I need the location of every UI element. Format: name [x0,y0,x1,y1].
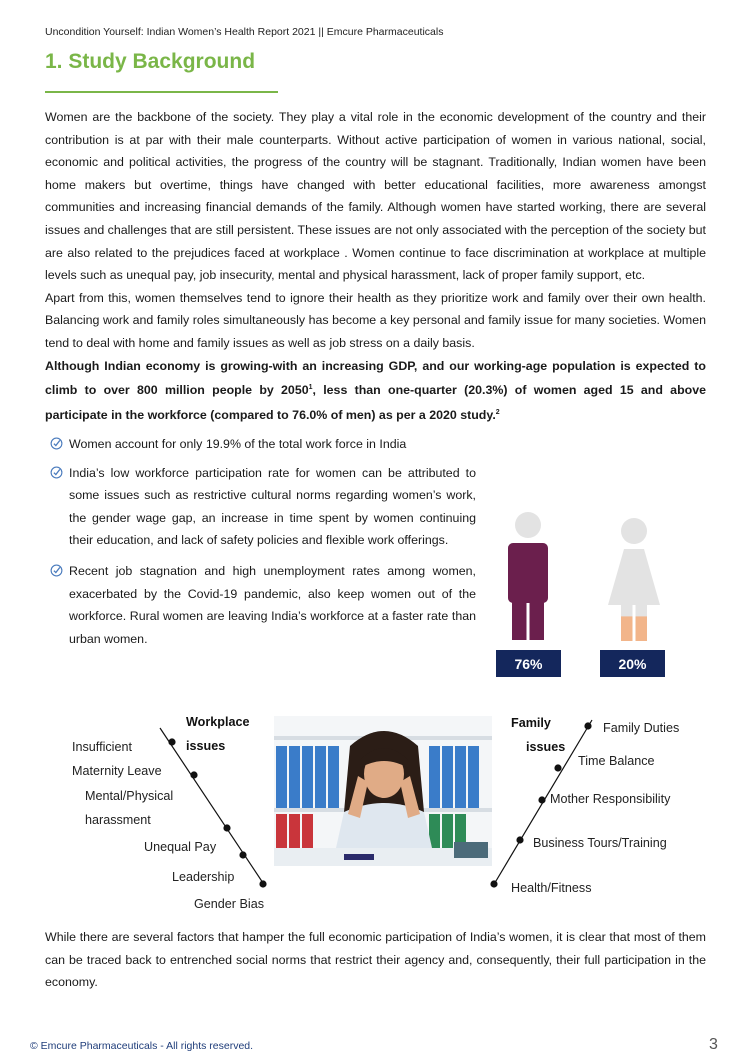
intro-text [45,106,706,427]
workplace-issue-label: harassment [85,813,151,827]
female-figure-icon [590,518,670,641]
family-issue-label: Business Tours/Training [533,836,667,850]
men-participation-badge: 76% [496,650,561,677]
family-heading-cont: issues [526,740,566,754]
key-statistic-paragraph: Although Indian economy is growing-with an increasing GDP, and our working-age population is expected to climb to over 800 million people by 2050$^1$, less than one-quarter (20.3%) of women aged 15 and above participate in the workforce (compared to 76.0% of men) as per a 2020 study.$^2$ [45,358,706,422]
workplace-issue-label: Maternity Leave [72,764,162,778]
bullet-text: Recent job stagnation and high unemployment rates among women, exacerbated by the Covid-19 pandemic, also keep women out of the workforce. Rural women are leaving India’s workforce at a faster rate than urban women. [69,563,476,646]
check-circle-icon [50,466,63,479]
participation-infographic [490,505,680,645]
workplace-issue-label: Gender Bias [194,897,265,911]
paragraph-1: Women are the backbone of the society. They play a vital role in the economic development of the country and their contribution is at par with their male counterparts. Without active participation of women in various national, social, economic and political activities, the progress of the country will be stagnant. Traditionally, Indian women have been home makers but overtime, things have changed with better educational facilities, more awareness amongst communities and increasing financial demands of the family. Although women have started working, there are several issues and challenges that are still persistent. These issues are not only associated with the perception of the society but are also related to the prejudices faced at workplace . Women continue to face discrimination at workplace at multiple levels such as unequal pay, job insecurity, mental and physical harassment, lack of proper family support, etc. [45,110,706,283]
workplace-issue-label: Mental/Physical [85,789,174,803]
bullet-item [50,560,476,650]
workplace-heading-cont: issues [186,739,226,753]
family-issue-label: Time Balance [578,754,655,768]
running-header: Uncondition Yourself: Indian Women’s Health Report 2021 || Emcure Pharmaceuticals [45,26,444,38]
workplace-issue-label: Leadership [172,870,235,884]
closing-paragraph: While there are several factors that hamper the full economic participation of India’s women, it is clear that most of them can be traced back to entrenched social norms that restrict their agency and, consequently, their full participation in the economy. [45,930,706,990]
family-issue-label: Mother Responsibility [550,792,671,806]
check-circle-icon [50,564,63,577]
workplace-issue-label: Unequal Pay [144,840,217,854]
footer-copyright: © Emcure Pharmaceuticals - All rights reserved. [30,1040,254,1052]
section-title: 1. Study Background [45,50,256,73]
bullet-item [50,433,476,456]
male-figure-icon [490,512,570,641]
page-number: 3 [709,1036,718,1053]
male-participation-fill [490,543,570,640]
workplace-issue-label: Insufficient [72,740,132,754]
bullet-text: Women account for only 19.9% of the total work force in India [69,437,407,451]
title-underline [45,91,278,93]
stressed-woman-illustration [274,716,492,866]
bullet-item [50,462,476,552]
paragraph-2: Apart from this, women themselves tend to ignore their health as they prioritize work and family over their own health. Balancing work and family roles simultaneously has become a key personal and family issue for many societies. Women tend to deal with home and family issues as well as job stress on a daily basis. [45,290,706,350]
bullet-text: India’s low workforce participation rate for women can be attributed to some issues such as restrictive cultural norms regarding women’s work, the gender wage gap, an increase in time spent by women continuing their education, and lack of safety policies and flexible work offerings. [69,465,476,548]
family-heading: Family [511,716,551,730]
family-issue-label: Health/Fitness [511,881,592,895]
workplace-heading: Workplace [186,715,250,729]
female-participation-fill [590,616,670,641]
family-issue-label: Family Duties [603,721,680,735]
check-circle-icon [50,437,63,450]
women-participation-badge: 20% [600,650,665,677]
bullet-list [50,433,476,654]
